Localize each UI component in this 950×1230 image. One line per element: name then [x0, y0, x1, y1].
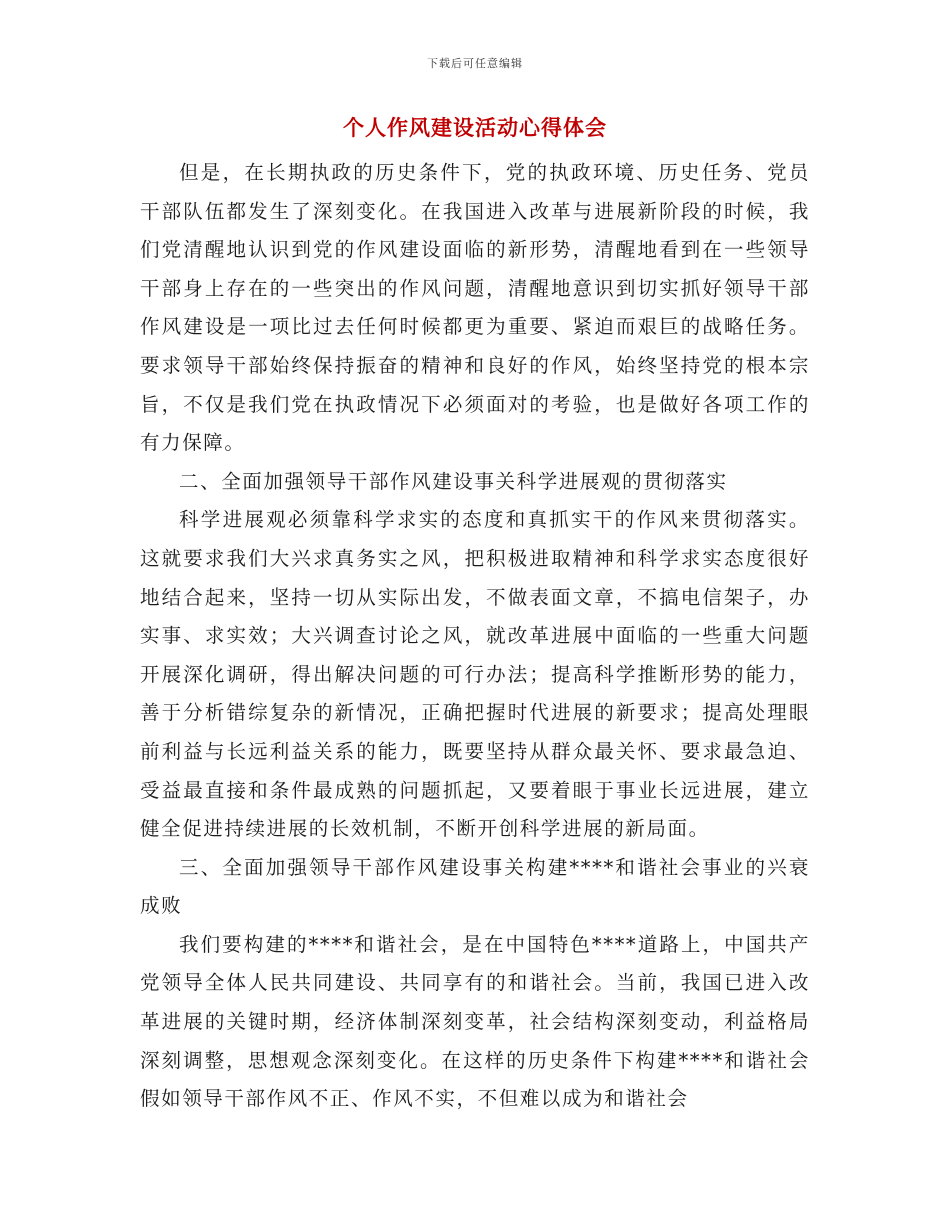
section-heading: 三、全面加强领导干部作风建设事关构建****和谐社会事业的兴衰成败	[140, 855, 810, 918]
paragraph: 科学进展观必须靠科学求实的态度和真抓实干的作风来贯彻落实。这就要求我们大兴求真务实之风，把积极进取精神和科学求实态度很好地结合起来，坚持一切从实际出发，不做表面文章，不搞电信架子，办实事、求实效；大兴调查讨论之风，就改革进展中面临的一些重大问题开展深化调研，得出解决问题的可行办法；提高科学推断形势的能力，善于分析错综复杂的新情况，正确把握时代进展的新要求；提高处理眼前利益与长远利益关系的能力，既要坚持从群众最关怀、要求最急迫、受益最直接和条件最成熟的问题抓起，又要着眼于事业长远进展，建立健全促进持续进展的长效机制，不断开创科学进展的新局面。	[140, 508, 810, 841]
document-body	[140, 154, 810, 1119]
paragraph: 但是，在长期执政的历史条件下，党的执政环境、历史任务、党员干部队伍都发生了深刻变化。在我国进入改革与进展新阶段的时候，我们党清醒地认识到党的作风建设面临的新形势，清醒地看到在一些领导干部身上存在的一些突出的作风问题，清醒地意识到切实抓好领导干部作风建设是一项比过去任何时候都更为重要、紧迫而艰巨的战略任务。要求领导干部始终保持振奋的精神和良好的作风，始终坚持党的根本宗旨，不仅是我们党在执政情况下必须面对的考验，也是做好各项工作的有力保障。	[140, 161, 810, 455]
paragraph: 我们要构建的****和谐社会，是在中国特色****道路上，中国共产党领导全体人民共同建设、共同享有的和谐社会。当前，我国已进入改革进展的关键时期，经济体制深刻变革，社会结构深刻变动，利益格局深刻调整，思想观念深刻变化。在这样的历史条件下构建****和谐社会假如领导干部作风不正、作风不实，不但难以成为和谐社会	[140, 932, 810, 1111]
header-note: 下载后可任意编辑	[427, 57, 523, 70]
section-heading: 二、全面加强领导干部作风建设事关科学进展观的贯彻落实	[179, 469, 728, 493]
document-title: 个人作风建设活动心得体会	[343, 115, 607, 140]
